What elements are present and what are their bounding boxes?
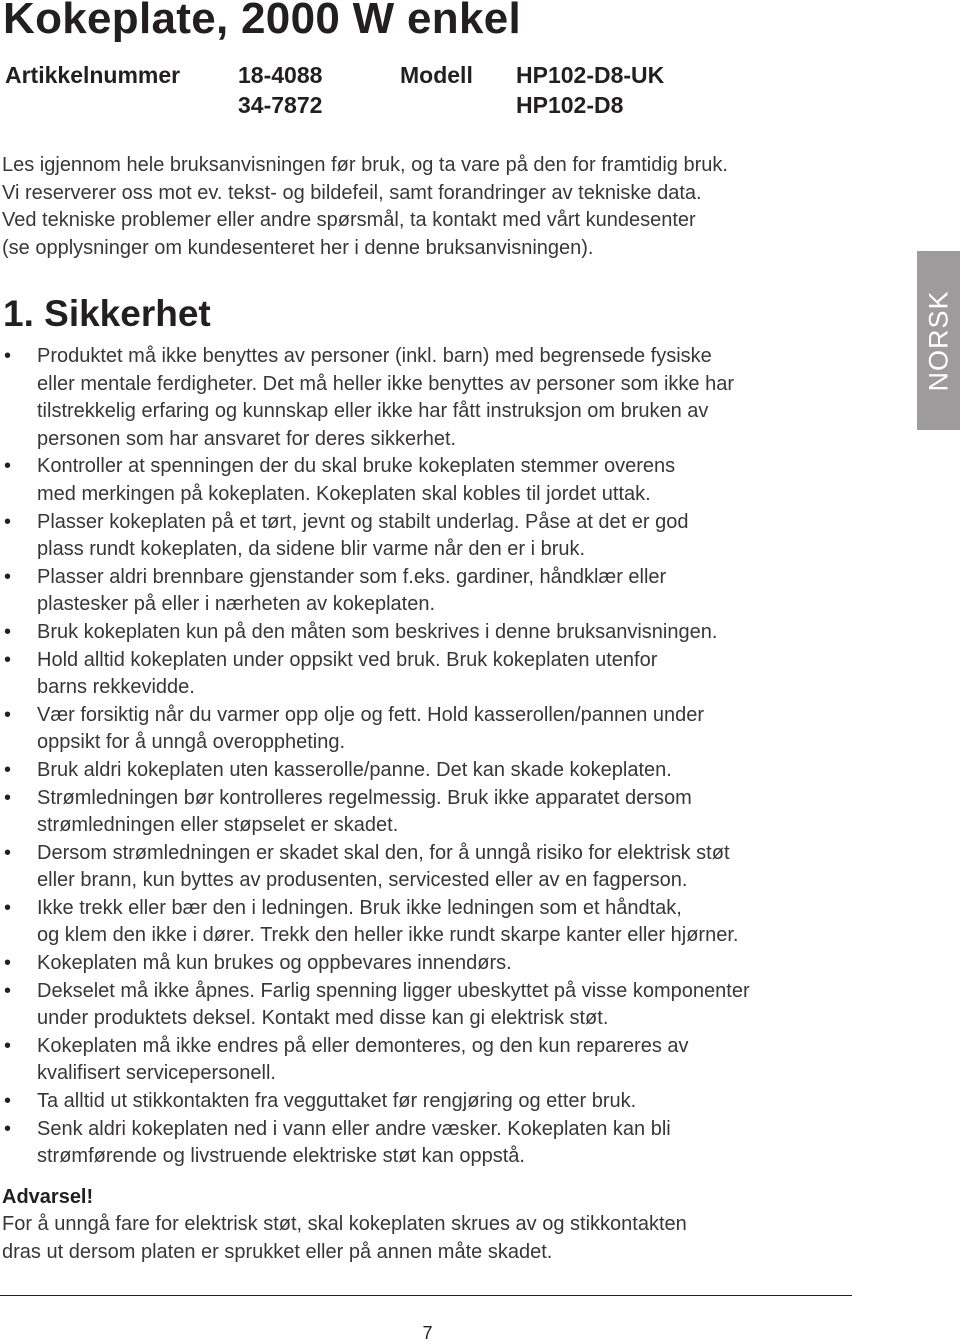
- section-heading-safety: 1. Sikkerhet: [3, 293, 211, 334]
- bullet-text-line: under produktets deksel. Kontakt med disse kan gi elektrisk støt.: [37, 1007, 609, 1030]
- bullet-text-line: barns rekkevidde.: [37, 676, 195, 699]
- bullet-text-line: Kokeplaten må kun brukes og oppbevares innendørs.: [37, 952, 512, 975]
- bullet-text-line: Ta alltid ut stikkontakten fra vegguttaket før rengjøring og etter bruk.: [37, 1090, 637, 1113]
- language-tab: [917, 251, 960, 430]
- safety-bullet-item: [0, 509, 900, 564]
- safety-bullet-item: [0, 785, 900, 840]
- bullet-text-line: Ikke trekk eller bær den i ledningen. Bruk ikke ledningen som et håndtak,: [37, 896, 682, 919]
- bullet-icon: •: [4, 841, 12, 864]
- safety-bullet-item: [0, 619, 900, 647]
- bullet-text-line: Bruk aldri kokeplaten uten kasserolle/panne. Det kan skade kokeplaten.: [37, 758, 672, 781]
- article-number-2: 34-7872: [238, 92, 323, 118]
- language-tab-label: NORSK: [923, 289, 953, 392]
- safety-bullet-item: [0, 978, 900, 1033]
- article-number-label: Artikkelnummer: [5, 62, 181, 88]
- bullet-icon: •: [4, 620, 12, 643]
- bullet-icon: •: [4, 565, 12, 588]
- bullet-icon: •: [4, 952, 12, 975]
- bullet-text-line: med merkingen på kokeplaten. Kokeplaten skal kobles til jordet uttak.: [37, 482, 651, 505]
- safety-bullet-item: [0, 453, 900, 508]
- bullet-icon: •: [4, 455, 12, 478]
- bullet-icon: •: [4, 1117, 12, 1140]
- safety-bullet-item: [0, 1116, 900, 1171]
- warning-line: dras ut dersom platen er sprukket eller på annen måte skadet.: [2, 1240, 553, 1263]
- bullet-icon: •: [4, 786, 12, 809]
- safety-bullet-list: [0, 343, 900, 1171]
- bullet-text-line: Plasser kokeplaten på et tørt, jevnt og stabilt underlag. Påse at det er god: [37, 510, 689, 533]
- model-number-2: HP102-D8: [516, 92, 624, 118]
- safety-bullet-item: [0, 757, 900, 785]
- page-number: 7: [422, 1323, 433, 1343]
- bullet-text-line: plastesker på eller i nærheten av kokeplaten.: [37, 593, 436, 616]
- bullet-icon: •: [4, 1034, 12, 1057]
- bullet-text-line: Kokeplaten må ikke endres på eller demonteres, og den kun repareres av: [37, 1034, 689, 1057]
- safety-bullet-item: [0, 647, 900, 702]
- article-number-1: 18-4088: [238, 62, 323, 88]
- bullet-icon: •: [4, 345, 12, 367]
- safety-bullet-item: [0, 702, 900, 757]
- safety-bullet-item: [0, 1088, 900, 1116]
- bullet-text-line: plass rundt kokeplaten, da sidene blir varme når den er i bruk.: [37, 538, 586, 561]
- bullet-icon: •: [4, 510, 12, 533]
- bullet-icon: •: [4, 979, 12, 1002]
- bullet-text-line: Dersom strømledningen er skadet skal den, for å unngå risiko for elektrisk støt: [37, 841, 730, 864]
- safety-bullet-item: [0, 343, 900, 453]
- bullet-text-line: Strømledningen bør kontrolleres regelmessig. Bruk ikke apparatet dersom: [37, 786, 692, 809]
- intro-line: Ved tekniske problemer eller andre spørsmål, ta kontakt med vårt kundesenter: [2, 209, 696, 232]
- bullet-text-line: Hold alltid kokeplaten under oppsikt ved bruk. Bruk kokeplaten utenfor: [37, 648, 658, 671]
- bullet-text-line: Senk aldri kokeplaten ned i vann eller andre væsker. Kokeplaten kan bli: [37, 1117, 671, 1140]
- bullet-text-line: eller mentale ferdigheter. Det må heller ikke benyttes av personer som ikke har: [37, 372, 735, 395]
- bullet-text-line: kvalifisert servicepersonell.: [37, 1062, 276, 1085]
- bullet-text-line: Plasser aldri brennbare gjenstander som f.eks. gardiner, håndklær eller: [37, 565, 667, 588]
- bullet-text-line: tilstrekkelig erfaring og kunnskap eller ikke har fått instruksjon om bruken av: [37, 400, 709, 423]
- bullet-text-line: personen som har ansvaret for deres sikkerhet.: [37, 427, 457, 450]
- bullet-icon: •: [4, 896, 12, 919]
- intro-line: Vi reserverer oss mot ev. tekst- og bildefeil, samt forandringer av tekniske data.: [2, 181, 702, 204]
- bullet-text-line: Dekselet må ikke åpnes. Farlig spenning ligger ubeskyttet på visse komponenter: [37, 979, 750, 1002]
- bullet-text-line: Kontroller at spenningen der du skal bruke kokeplaten stemmer overens: [37, 455, 676, 478]
- bullet-text-line: og klem den ikke i dører. Trekk den heller ikke rundt skarpe kanter eller hjørner.: [37, 924, 739, 947]
- bullet-text-line: oppsikt for å unngå overoppheting.: [37, 731, 345, 754]
- bullet-text-line: strømførende og livstruende elektriske støt kan oppstå.: [37, 1145, 525, 1168]
- intro-line: Les igjennom hele bruksanvisningen før bruk, og ta vare på den for framtidig bruk.: [2, 154, 728, 176]
- bullet-text-line: Bruk kokeplaten kun på den måten som beskrives i denne bruksanvisningen.: [37, 620, 718, 643]
- bullet-text-line: strømledningen eller støpselet er skadet.: [37, 814, 399, 837]
- intro-line: (se opplysninger om kundesenteret her i denne bruksanvisningen).: [2, 236, 594, 259]
- model-number-1: HP102-D8-UK: [516, 62, 665, 88]
- bullet-icon: •: [4, 758, 12, 781]
- safety-bullet-item: [0, 840, 900, 895]
- bullet-icon: •: [4, 1090, 12, 1113]
- bullet-text-line: eller brann, kun byttes av produsenten, servicested eller av en fagperson.: [37, 869, 688, 892]
- warning-text: [2, 1211, 687, 1266]
- safety-bullet-item: [0, 895, 900, 950]
- safety-bullet-item: [0, 950, 900, 978]
- warning-line: For å unngå fare for elektrisk støt, skal kokeplaten skrues av og stikkontakten: [2, 1213, 687, 1235]
- bullet-text-line: Produktet må ikke benyttes av personer (inkl. barn) med begrensede fysiske: [37, 345, 712, 367]
- footer-divider: [0, 1295, 852, 1296]
- intro-paragraph: [2, 152, 842, 262]
- page-title: Kokeplate, 2000 W enkel: [3, 0, 522, 43]
- safety-bullet-item: [0, 564, 900, 619]
- safety-bullet-item: [0, 1033, 900, 1088]
- bullet-icon: •: [4, 703, 12, 726]
- warning-title: Advarsel!: [2, 1186, 94, 1208]
- bullet-text-line: Vær forsiktig når du varmer opp olje og fett. Hold kasserollen/pannen under: [37, 703, 705, 726]
- model-label: Modell: [400, 62, 473, 88]
- bullet-icon: •: [4, 648, 12, 671]
